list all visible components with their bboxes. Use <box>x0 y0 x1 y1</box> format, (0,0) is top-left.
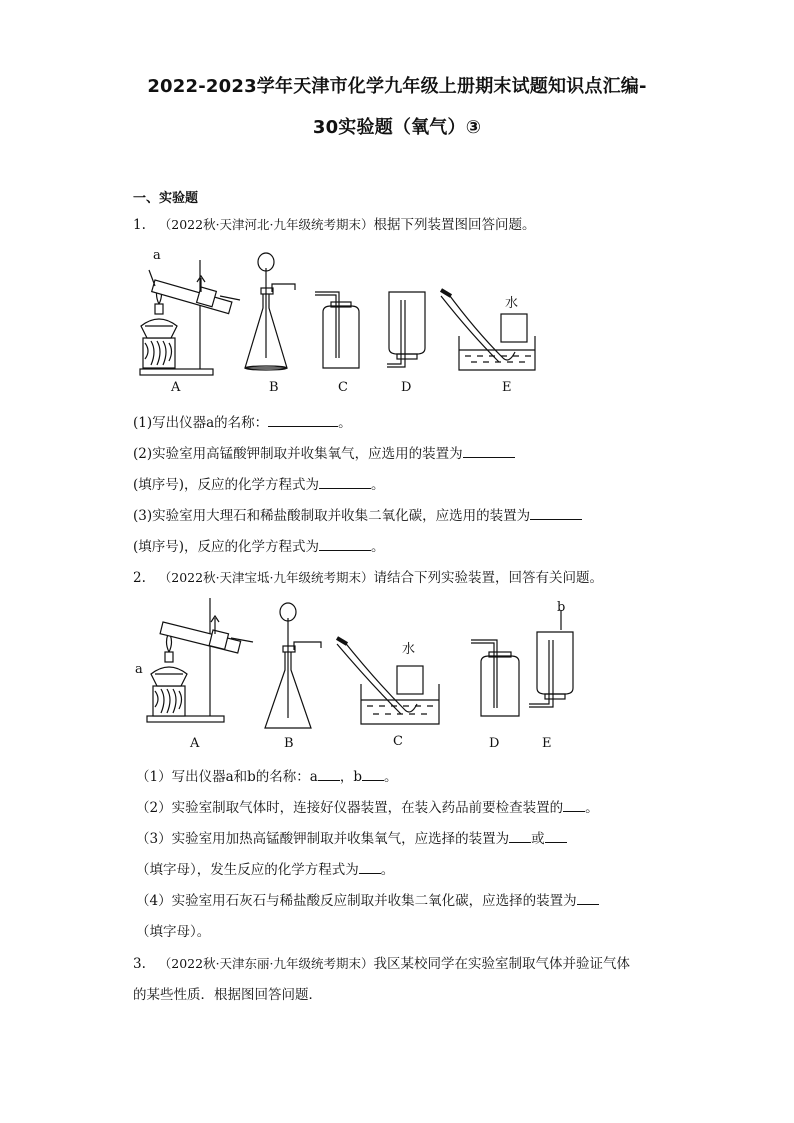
q1-part3-blank1 <box>530 507 582 520</box>
page-title-line2: 30实验题（氧气）③ <box>312 117 482 138</box>
q2-part1-end: 。 <box>383 769 398 785</box>
q1-instrument-a-label: a <box>153 248 161 263</box>
q2-label-A: A <box>190 736 200 751</box>
q1-label-B: B <box>269 380 279 395</box>
q2-apparatus-drawing <box>135 596 595 756</box>
section-heading: 一、实验题 <box>133 191 199 206</box>
q2-water-label: 水 <box>402 642 416 657</box>
q1-part2-blank2 <box>319 476 371 489</box>
flask-funnel-icon <box>245 253 295 370</box>
q2-part3-blank2 <box>545 830 567 843</box>
q2-part3-blank3 <box>359 861 381 874</box>
q3-source: （2022秋·天津东丽·九年级统考期末） <box>158 956 374 971</box>
q2-part4 <box>136 889 599 909</box>
q1-part2-cont-text: (填序号)，反应的化学方程式为 <box>133 477 320 493</box>
q2-part4-text: （4）实验室用石灰石与稀盐酸反应制取并收集二氧化碳，应选择的装置为 <box>136 893 577 909</box>
q2-part2-blank <box>563 799 585 812</box>
q3-stem <box>133 952 630 972</box>
q2-source: （2022秋·天津宝坻·九年级统考期末） <box>158 570 374 585</box>
page-title-line1: 2022-2023学年天津市化学九年级上册期末试题知识点汇编- <box>147 76 647 97</box>
q1-water-label: 水 <box>505 296 519 311</box>
q2-part2 <box>136 796 599 816</box>
q1-part2-text: (2)实验室用高锰酸钾制取并收集氧气，应选用的装置为 <box>133 446 463 462</box>
q1-part3-blank2 <box>319 538 371 551</box>
q1-part2-cont <box>133 473 385 493</box>
q1-label-A: A <box>171 380 181 395</box>
q2-stem <box>133 566 603 586</box>
q1-part1 <box>133 411 352 431</box>
q2-instrument-b-label: b <box>557 600 566 615</box>
q3-number: 3. <box>133 956 146 972</box>
q2-part3-text: （3）实验室用加热高锰酸钾制取并收集氧气，应选择的装置为 <box>136 831 510 847</box>
q1-source: （2022秋·天津河北·九年级统考期末） <box>158 217 374 232</box>
q2-part3 <box>136 827 567 847</box>
q1-part3-end: 。 <box>371 539 385 555</box>
q1-label-C: C <box>338 380 348 395</box>
alcohol-lamp-stand-icon <box>147 598 253 722</box>
q2-label-D: D <box>489 736 500 751</box>
q2-part1-blank-a <box>318 768 340 781</box>
q1-part1-end: 。 <box>338 415 352 431</box>
q2-part3-cont-text: （填字母），发生反应的化学方程式为 <box>136 862 359 878</box>
water-trough-icon <box>441 290 535 370</box>
alcohol-lamp-stand-icon <box>140 260 240 375</box>
gas-bottle-icon <box>471 640 519 716</box>
q2-part1-mid: ，b <box>339 769 362 785</box>
q2-part4-blank <box>577 892 599 905</box>
q1-apparatus-drawing <box>135 240 555 400</box>
flask-funnel-icon <box>265 603 321 728</box>
q1-stem <box>133 213 536 233</box>
q2-instrument-a-label: a <box>135 662 143 677</box>
q2-part1-blank-b <box>362 768 384 781</box>
q2-part3-end: 。 <box>380 862 395 878</box>
q1-label-E: E <box>502 380 512 395</box>
q2-part1 <box>136 765 397 785</box>
q1-part1-blank <box>268 414 338 427</box>
q1-part2-end: 。 <box>371 477 385 493</box>
q2-number: 2. <box>133 570 146 586</box>
q1-label-D: D <box>401 380 412 395</box>
q2-label-E: E <box>542 736 552 751</box>
q2-part4-cont: （填字母）。 <box>136 924 211 940</box>
q1-part2-blank1 <box>463 445 515 458</box>
q3-stem-text: 我区某校同学在实验室制取气体并验证气体 <box>373 956 631 972</box>
q3-stem-cont: 的某些性质．根据图回答问题． <box>133 987 322 1003</box>
gas-bottle-icon <box>315 292 359 368</box>
q2-part3-blank1 <box>509 830 531 843</box>
inverted-bottle-icon <box>529 610 573 707</box>
q1-number: 1. <box>133 217 146 233</box>
q1-stem-text: 根据下列装置图回答问题。 <box>373 217 536 233</box>
inverted-bottle-icon <box>387 292 425 367</box>
q1-figure <box>135 240 555 400</box>
q2-part2-text: （2）实验室制取气体时，连接好仪器装置，在装入药品前要检查装置的 <box>136 800 564 816</box>
q2-label-B: B <box>284 736 294 751</box>
water-trough-icon <box>337 638 439 724</box>
q2-figure <box>135 596 595 756</box>
q2-part2-end: 。 <box>585 800 599 816</box>
q1-part3-text: (3)实验室用大理石和稀盐酸制取并收集二氧化碳，应选用的装置为 <box>133 508 531 524</box>
q2-part3-cont <box>136 858 394 878</box>
q2-label-C: C <box>393 734 403 749</box>
q1-part3-cont-text: (填序号)，反应的化学方程式为 <box>133 539 320 555</box>
q1-part3-cont <box>133 535 385 555</box>
q2-part1-text: （1）写出仪器a和b的名称：a <box>136 769 318 785</box>
q1-part3 <box>133 504 582 524</box>
q2-stem-text: 请结合下列实验装置，回答有关问题。 <box>373 570 604 586</box>
q1-part2 <box>133 442 515 462</box>
q2-part3-or: 或 <box>531 831 545 847</box>
q1-part1-text: (1)写出仪器a的名称： <box>133 415 269 431</box>
